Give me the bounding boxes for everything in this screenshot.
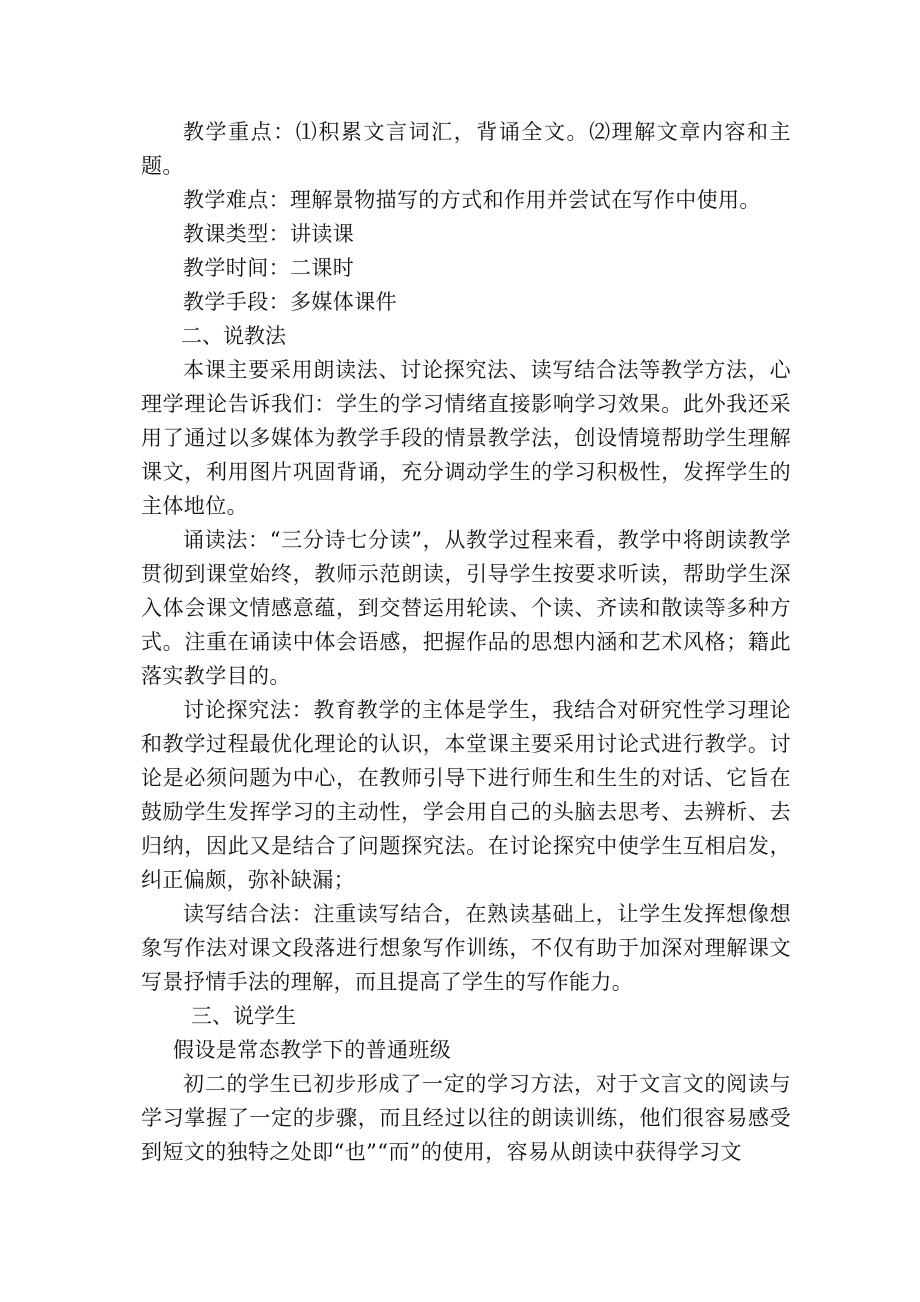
lesson-time-paragraph: 教学时间：二课时 — [183, 256, 355, 280]
section-3-heading: 三、说学生 — [191, 1004, 296, 1028]
teaching-focus-paragraph: 教学重点：⑴积累文言词汇，背诵全文。⑵理解文章内容和主题。 — [141, 120, 791, 178]
student-analysis-paragraph: 初二的学生已初步形成了一定的学习方法，对于文言文的阅读与学习掌握了一定的步骤，而且经过以往的朗读训练，他们很容易感受到短文的独特之处即“也”“而”的使用，容易从朗读中获得学习文 — [141, 1072, 791, 1164]
section-2-heading: 二、说教法 — [181, 324, 286, 348]
reading-writing-method-paragraph: 读写结合法：注重读写结合，在熟读基础上，让学生发挥想像想象写作法对课文段落进行想象写作训练，不仅有助于加深对理解课文写景抒情手法的理解，而且提高了学生的写作能力。 — [141, 902, 791, 994]
recitation-method-paragraph: 诵读法：“三分诗七分读”，从教学过程来看，教学中将朗读教学贯彻到课堂始终，教师示范朗读，引导学生按要求听读，帮助学生深入体会课文情感意蕴，到交替运用轮读、个读、齐读和散读等多种方式。注重在诵读中体会语感，把握作品的思想内涵和艺术风格；籍此落实教学目的。 — [141, 528, 791, 688]
class-assumption-paragraph: 假设是常态教学下的普通班级 — [173, 1038, 452, 1062]
document-page — [141, 115, 791, 1169]
discussion-method-paragraph: 讨论探究法：教育教学的主体是学生，我结合对研究性学习理论和教学过程最优化理论的认识，本堂课主要采用讨论式进行教学。讨论是必须问题为中心，在教师引导下进行师生和生生的对话、它旨在鼓励学生发挥学习的主动性，学会用自己的头脑去思考、去辨析、去归纳，因此又是结合了问题探究法。在讨论探究中使学生互相启发，纠正偏颇，弥补缺漏； — [141, 698, 791, 892]
teaching-difficulty-paragraph: 教学难点：理解景物描写的方式和作用并尝试在写作中使用。 — [183, 188, 761, 212]
teaching-methods-intro-paragraph: 本课主要采用朗读法、讨论探究法、读写结合法等教学方法，心理学理论告诉我们：学生的学习情绪直接影响学习效果。此外我还采用了通过以多媒体为教学手段的情景教学法，创设情境帮助学生理解课文，利用图片巩固背诵，充分调动学生的学习积极性，发挥学生的主体地位。 — [141, 358, 791, 518]
lesson-type-paragraph: 教课类型：讲读课 — [183, 222, 355, 246]
lesson-means-paragraph: 教学手段：多媒体课件 — [183, 290, 397, 314]
